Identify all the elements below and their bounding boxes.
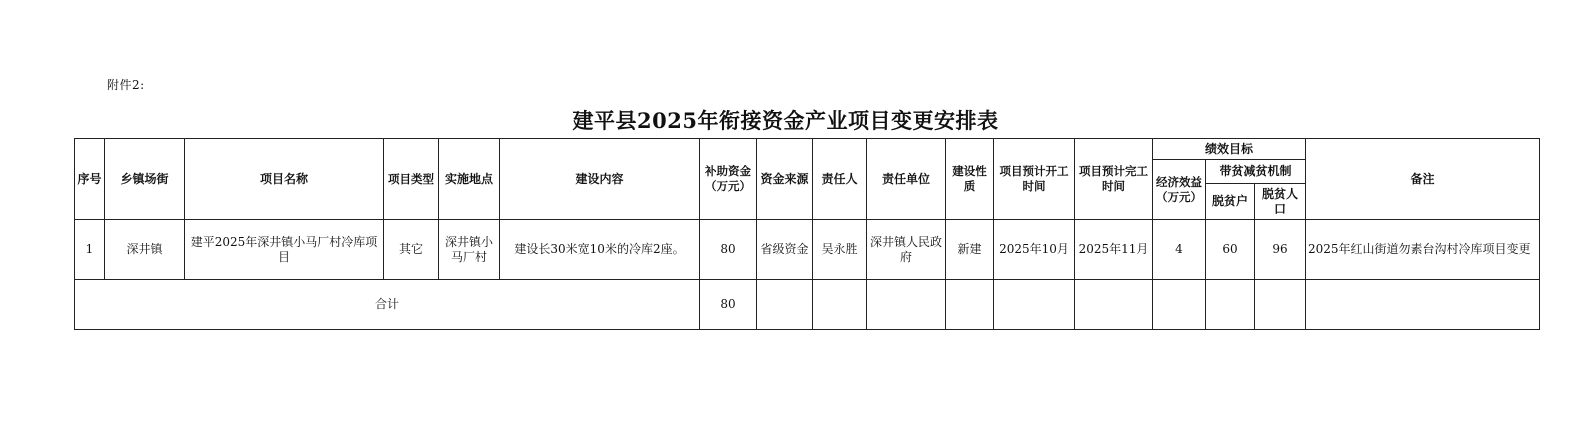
cell-project-type: 其它 xyxy=(384,220,439,280)
total-empty xyxy=(813,280,867,330)
header-town: 乡镇场街 xyxy=(105,139,185,220)
header-nature: 建设性质 xyxy=(946,139,994,220)
total-label: 合计 xyxy=(75,280,700,330)
cell-unit: 深井镇人民政府 xyxy=(867,220,946,280)
header-project-name: 项目名称 xyxy=(185,139,384,220)
attachment-label: 附件2: xyxy=(107,78,145,92)
cell-location: 深井镇小马厂村 xyxy=(439,220,500,280)
project-table xyxy=(74,138,1540,330)
header-population: 脱贫人口 xyxy=(1255,184,1306,220)
table-row xyxy=(75,220,1540,280)
page-title: 建平县2025年衔接资金产业项目变更安排表 xyxy=(572,108,999,133)
header-performance: 绩效目标 xyxy=(1153,139,1306,160)
cell-subsidy: 80 xyxy=(700,220,757,280)
cell-nature: 新建 xyxy=(946,220,994,280)
total-empty xyxy=(1306,280,1540,330)
cell-seq: 1 xyxy=(75,220,105,280)
total-subsidy: 80 xyxy=(700,280,757,330)
cell-content: 建设长30米宽10米的冷库2座。 xyxy=(500,220,700,280)
header-econ-benefit: 经济效益（万元） xyxy=(1153,160,1206,220)
cell-remarks: 2025年红山街道勿素台沟村冷库项目变更 xyxy=(1306,220,1540,280)
header-remarks: 备注 xyxy=(1306,139,1540,220)
header-poverty-mechanism: 带贫减贫机制 xyxy=(1206,160,1306,184)
cell-person: 吴永胜 xyxy=(813,220,867,280)
total-empty xyxy=(946,280,994,330)
header-seq: 序号 xyxy=(75,139,105,220)
header-start-time: 项目预计开工时间 xyxy=(994,139,1075,220)
cell-project-name: 建平2025年深井镇小马厂村冷库项目 xyxy=(185,220,384,280)
cell-start-time: 2025年10月 xyxy=(994,220,1075,280)
total-empty xyxy=(1153,280,1206,330)
total-empty xyxy=(994,280,1075,330)
total-row xyxy=(75,280,1540,330)
total-empty xyxy=(1206,280,1255,330)
header-project-type: 项目类型 xyxy=(384,139,439,220)
header-fund-source: 资金来源 xyxy=(757,139,813,220)
header-person: 责任人 xyxy=(813,139,867,220)
cell-population: 96 xyxy=(1255,220,1306,280)
total-empty xyxy=(1255,280,1306,330)
header-content: 建设内容 xyxy=(500,139,700,220)
cell-households: 60 xyxy=(1206,220,1255,280)
header-subsidy: 补助资金（万元） xyxy=(700,139,757,220)
cell-end-time: 2025年11月 xyxy=(1075,220,1153,280)
total-empty xyxy=(1075,280,1153,330)
cell-fund-source: 省级资金 xyxy=(757,220,813,280)
header-end-time: 项目预计完工时间 xyxy=(1075,139,1153,220)
total-empty xyxy=(867,280,946,330)
cell-town: 深井镇 xyxy=(105,220,185,280)
header-unit: 责任单位 xyxy=(867,139,946,220)
header-location: 实施地点 xyxy=(439,139,500,220)
total-empty xyxy=(757,280,813,330)
header-households: 脱贫户 xyxy=(1206,184,1255,220)
cell-econ-benefit: 4 xyxy=(1153,220,1206,280)
